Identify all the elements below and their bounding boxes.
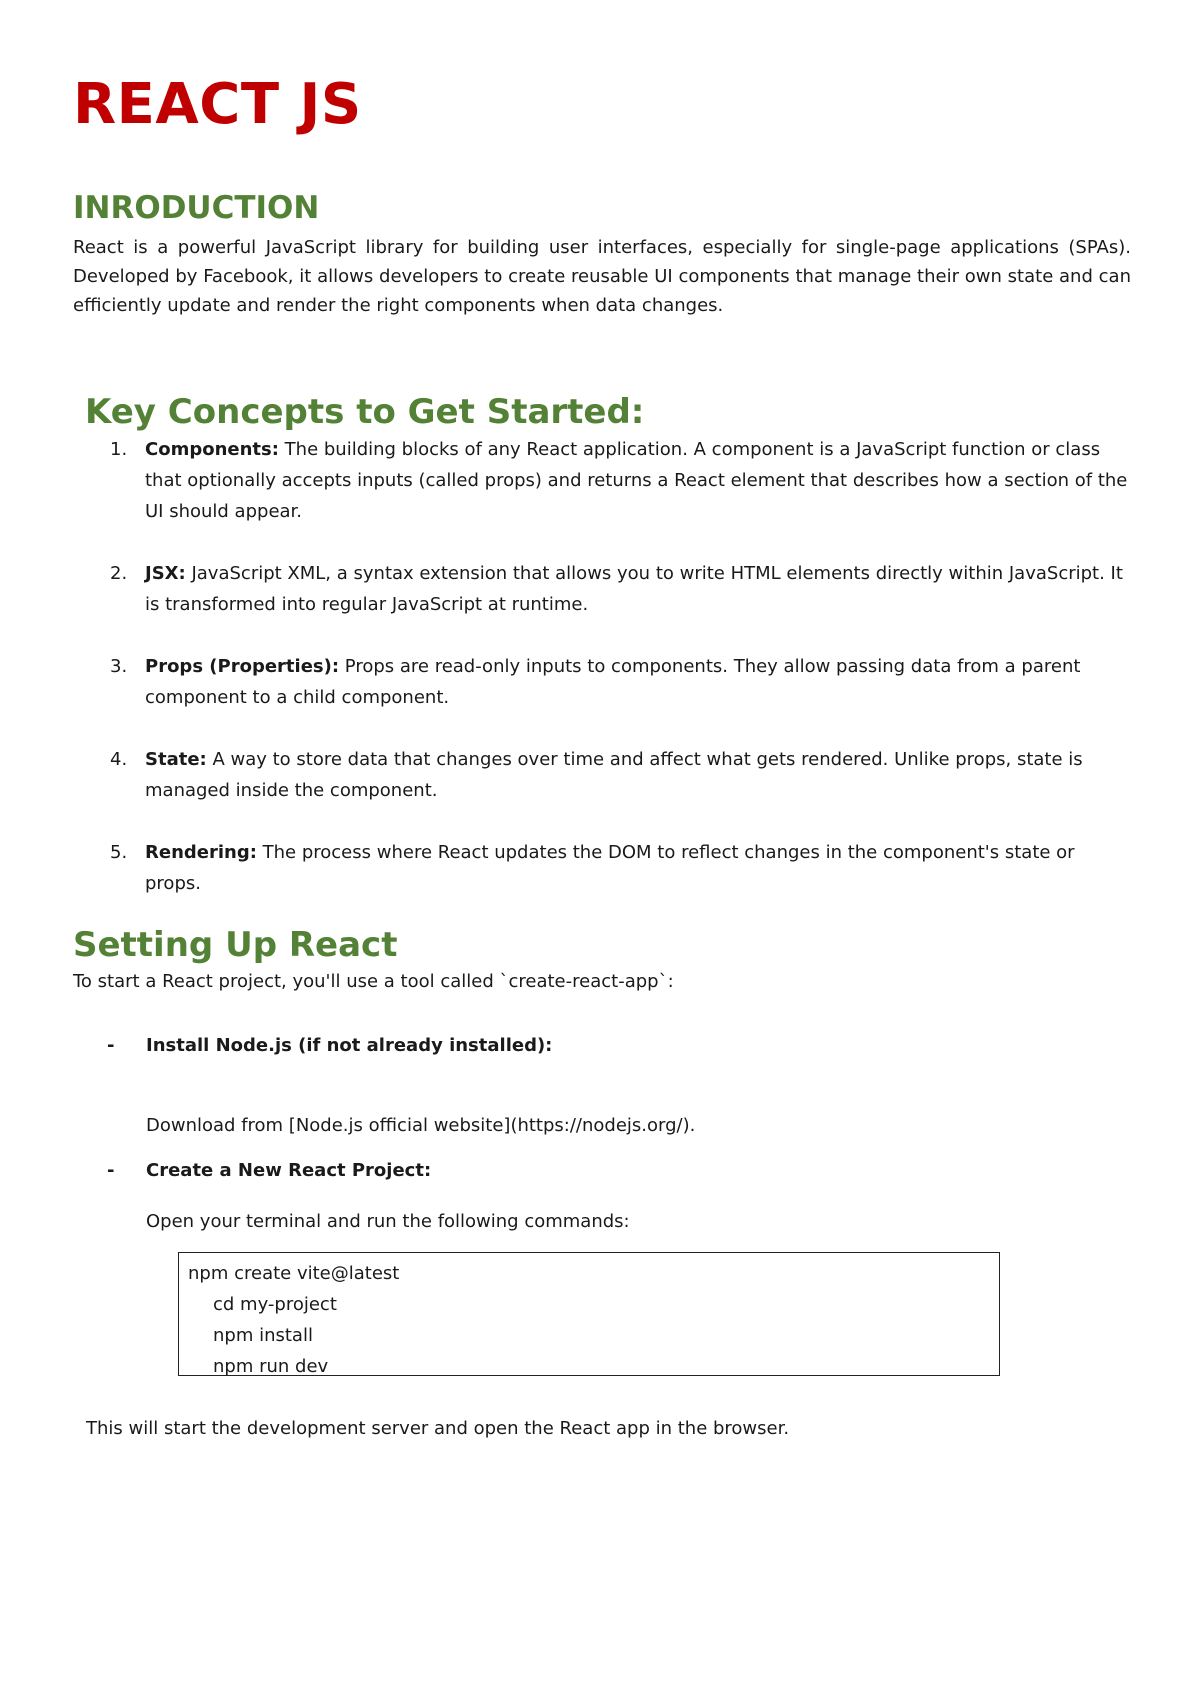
setup-intro-paragraph: To start a React project, you'll use a tool called `create-react-app`: bbox=[73, 971, 674, 992]
list-number: 2. bbox=[110, 563, 128, 584]
code-line: npm install bbox=[213, 1325, 313, 1346]
concept-description: The building blocks of any React application. A component is a JavaScript function or class that optionally accepts inputs (called props) and returns a React element that describes how a section of the UI should appear. bbox=[145, 439, 1128, 522]
introduction-paragraph: React is a powerful JavaScript library for building user interfaces, especially for single-page applications (SPAs). Developed by Facebook, it allows developers to create reusable UI components that manage their own state and can efficiently update and render the right components when data changes. bbox=[73, 237, 1131, 316]
list-item bbox=[100, 651, 1135, 713]
terminal-instruction: Open your terminal and run the following commands: bbox=[146, 1211, 630, 1232]
concept-description: A way to store data that changes over time and affect what gets rendered. Unlike props, state is managed inside the component. bbox=[145, 749, 1083, 801]
key-concepts-list bbox=[100, 434, 1135, 930]
list-number: 4. bbox=[110, 749, 128, 770]
concept-description: The process where React updates the DOM to reflect changes in the component's state or props. bbox=[145, 842, 1075, 894]
install-node-title: Install Node.js (if not already installed): bbox=[146, 1035, 553, 1056]
key-concepts-heading: Key Concepts to Get Started: bbox=[85, 392, 645, 432]
list-item bbox=[100, 837, 1135, 899]
concept-term: Rendering: bbox=[145, 842, 257, 863]
code-block bbox=[178, 1252, 1000, 1376]
download-instruction: Download from [Node.js official website](https://nodejs.org/). bbox=[146, 1115, 696, 1136]
concept-term: Components: bbox=[145, 439, 279, 460]
list-number: 3. bbox=[110, 656, 128, 677]
concept-term: JSX: bbox=[145, 563, 186, 584]
bullet-dash: - bbox=[107, 1035, 115, 1056]
closing-paragraph: This will start the development server and open the React app in the browser. bbox=[86, 1418, 790, 1439]
list-item bbox=[100, 434, 1135, 527]
setup-heading: Setting Up React bbox=[73, 925, 398, 965]
code-line: npm create vite@latest bbox=[188, 1263, 400, 1284]
concept-description: JavaScript XML, a syntax extension that allows you to write HTML elements directly within JavaScript. It is transformed into regular JavaScript at runtime. bbox=[145, 563, 1123, 615]
bullet-dash: - bbox=[107, 1160, 115, 1181]
code-line: npm run dev bbox=[213, 1356, 329, 1377]
concept-description: Props are read-only inputs to components. They allow passing data from a parent component to a child component. bbox=[145, 656, 1081, 708]
introduction-heading: INRODUCTION bbox=[73, 190, 320, 226]
list-number: 5. bbox=[110, 842, 128, 863]
create-project-title: Create a New React Project: bbox=[146, 1160, 432, 1181]
document-title: REACT JS bbox=[73, 72, 362, 137]
list-item bbox=[100, 744, 1135, 806]
concept-term: State: bbox=[145, 749, 207, 770]
concept-term: Props (Properties): bbox=[145, 656, 340, 677]
code-line: cd my-project bbox=[213, 1294, 337, 1315]
list-item bbox=[100, 558, 1135, 620]
list-number: 1. bbox=[110, 439, 128, 460]
